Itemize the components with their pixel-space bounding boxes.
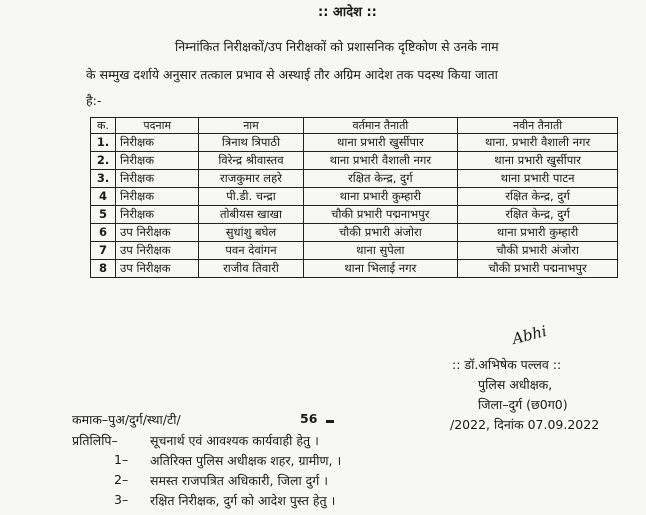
cell-serial: 3. <box>91 170 116 188</box>
cell-current-posting: थाना प्रभारी खुर्सीपार <box>303 134 458 152</box>
copy-text: सूचनार्थ एवं आवश्यक कार्यवाही हेतु । <box>150 433 319 448</box>
header-rank: पदनाम <box>116 118 199 134</box>
table-row <box>91 152 618 170</box>
reference-number: 56 <box>300 411 318 426</box>
table-row <box>91 242 618 260</box>
reference-number-line: कमाक–पुअ/दुर्ग/स्था/टी/ <box>72 412 181 427</box>
cell-serial: 7 <box>91 242 116 260</box>
cell-name: पी.डी. चन्द्रा <box>199 188 303 206</box>
copy-item-text: अतिरिक्त पुलिस अधीक्षक शहर, ग्रामीण, । <box>150 453 342 468</box>
cell-new-posting: रक्षित केन्द्र, दुर्ग <box>458 188 618 206</box>
copy-item-text: समस्त राजपत्रित अधिकारी, जिला दुर्ग । <box>150 473 329 488</box>
order-heading: :: आदेश :: <box>318 5 377 20</box>
signatory-designation: पुलिस अधीक्षक, <box>478 377 553 392</box>
cell-name: सुधांशु बघेल <box>199 224 303 242</box>
cell-name: राजीव तिवारी <box>199 260 303 278</box>
signatory-name: :: डॉ.अभिषेक पल्लव :: <box>452 357 562 372</box>
posting-table <box>90 117 618 278</box>
cell-new-posting: रक्षित केन्द्र, दुर्ग <box>458 206 618 224</box>
cell-current-posting: चौकी प्रभारी अंजोरा <box>303 224 458 242</box>
cell-name: राजकुमार लहरे <box>199 170 303 188</box>
cell-new-posting: थाना प्रभारी खुर्सीपार <box>458 152 618 170</box>
cell-new-posting: थाना. प्रभारी वैशाली नगर <box>458 134 618 152</box>
cell-current-posting: रक्षित केन्द्र, दुर्ग <box>303 170 458 188</box>
cell-name: पवन देवांगन <box>199 242 303 260</box>
cell-rank: निरीक्षक <box>116 152 199 170</box>
copy-item-number: 3– <box>114 492 129 507</box>
header-name: नाम <box>199 118 303 134</box>
cell-rank: उप निरीक्षक <box>116 242 199 260</box>
cell-rank: निरीक्षक <box>116 206 199 224</box>
cell-serial: 6 <box>91 224 116 242</box>
table-row <box>91 206 618 224</box>
header-new-posting: नवीन तैनाती <box>458 118 618 134</box>
cell-rank: उप निरीक्षक <box>116 260 199 278</box>
table-row <box>91 224 618 242</box>
cell-new-posting: थाना प्रभारी कुम्हारी <box>458 224 618 242</box>
copy-item-number: 1– <box>114 452 129 467</box>
cell-serial: 4 <box>91 188 116 206</box>
cell-rank: निरीक्षक <box>116 188 199 206</box>
header-current-posting: वर्तमान तैनाती <box>303 118 458 134</box>
cell-rank: निरीक्षक <box>116 170 199 188</box>
table-row <box>91 170 618 188</box>
cell-new-posting: चौकी प्रभारी पद्मनाभपुर <box>458 260 618 278</box>
copy-item-text: रक्षित निरीक्षक, दुर्ग को आदेश पुस्त हेतु । <box>150 493 336 508</box>
copy-label: प्रतिलिपि– <box>72 433 118 448</box>
table-row <box>91 188 618 206</box>
cell-serial: 8 <box>91 260 116 278</box>
intro-line-3: है:- <box>86 93 102 108</box>
intro-line-2: के सम्मुख दर्शाये अनुसार तत्काल प्रभाव से अस्थाई तौर अग्रिम आदेश तक पदस्थ किया जाता <box>86 67 498 82</box>
cell-serial: 5 <box>91 206 116 224</box>
cell-current-posting: थाना भिलाई नगर <box>303 260 458 278</box>
header-serial: क. <box>91 118 116 134</box>
cell-name: विरेन्द्र श्रीवास्तव <box>199 152 303 170</box>
cell-current-posting: थाना प्रभारी कुम्हारी <box>303 188 458 206</box>
cell-current-posting: चौकी प्रभारी पद्मनाभपुर <box>303 206 458 224</box>
handwritten-signature: Abhi <box>510 322 549 348</box>
table-header-row <box>91 118 618 134</box>
cell-current-posting: थाना सुपेला <box>303 242 458 260</box>
cell-name: त्रिनाथ त्रिपाठी <box>199 134 303 152</box>
cell-rank: उप निरीक्षक <box>116 224 199 242</box>
cell-rank: निरीक्षक <box>116 134 199 152</box>
table-row <box>91 260 618 278</box>
cell-serial: 1. <box>91 134 116 152</box>
cell-new-posting: थाना प्रभारी पाटन <box>458 170 618 188</box>
cell-new-posting: चौकी प्रभारी अंजोरा <box>458 242 618 260</box>
cell-name: तोबीयस खाखा <box>199 206 303 224</box>
signatory-district: जिला–दुर्ग (छ0ग0) <box>478 397 568 412</box>
number-underline-mark <box>326 420 334 423</box>
intro-line-1: निम्नांकित निरीक्षकों/उप निरीक्षकों को प्रशासनिक दृष्टिकोण से उनके नाम <box>175 39 499 54</box>
cell-current-posting: थाना प्रभारी वैशाली नगर <box>303 152 458 170</box>
copy-item-number: 2– <box>114 472 129 487</box>
cell-serial: 2. <box>91 152 116 170</box>
table-row <box>91 134 618 152</box>
order-date: /2022, दिनांक 07.09.2022 <box>450 417 600 432</box>
